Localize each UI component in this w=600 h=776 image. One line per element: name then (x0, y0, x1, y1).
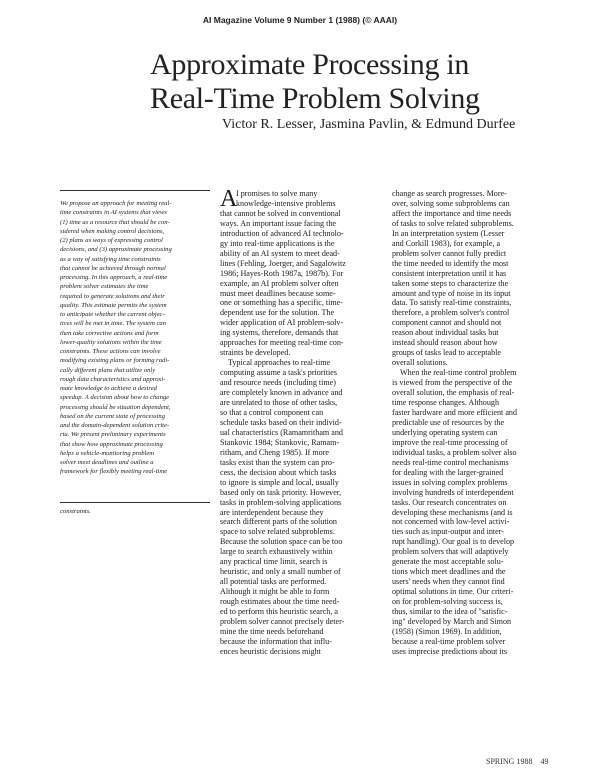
body-line: issues in solving complex problems (392, 477, 508, 487)
abstract-line: then take corrective actions and form (60, 329, 159, 337)
body-line: groups of tasks lead to acceptable (392, 348, 502, 358)
body-line: because the information that influ- (220, 636, 332, 646)
body-line: tasks in problem-solving applications (220, 497, 342, 507)
body-line: ways. An important issue facing the (220, 218, 336, 228)
abstract-line: problem solver estimates the time (60, 283, 149, 291)
abstract-line: quality. This estimate permits the system (60, 301, 167, 309)
body-line: overall solutions. (392, 358, 448, 368)
body-line: are interdependent because they (220, 507, 324, 517)
body-line: tions which meet deadlines and the (392, 567, 506, 577)
abstract-line: and the domain-dependent solution crite- (60, 422, 170, 429)
abstract-line: speedup. A decision about how to change (60, 394, 170, 402)
body-line: knowledge-intensive problems (236, 198, 336, 208)
body-line: ed to perform this heuristic search, a (220, 607, 338, 617)
body-line: any practical time limit, search is (220, 557, 328, 567)
footer-page-number: 49 (540, 757, 549, 766)
body-line: is viewed from the perspective of the (392, 378, 513, 388)
drop-cap: A (220, 189, 238, 209)
body-line: one or something has a specific, time- (220, 298, 343, 308)
body-line: affect the importance and time needs (392, 208, 512, 218)
body-line: tasks. Our research concentrates on (392, 497, 507, 507)
body-line: individual tasks, a problem solver also (392, 447, 517, 457)
body-line: are completely known in advance and (220, 388, 343, 398)
body-line: heuristic, and only a small number of (220, 567, 341, 577)
body-line: rupt handling). Our goal is to develop (392, 537, 515, 547)
body-line: amount and type of noise in its input (392, 288, 511, 298)
body-line: time response changes. Although (392, 398, 499, 408)
abstract-line: solver meet deadlines and outline a (60, 459, 154, 466)
body-line: ritham, and Cheng 1985). If more (220, 447, 330, 457)
body-line: search different parts of the solution (220, 517, 337, 527)
body-line: cess, the decision about which tasks (220, 467, 337, 477)
body-line: on for problem-solving success is, (392, 597, 503, 607)
abstract-line: time constraints in AI systems that views (60, 209, 167, 217)
body-line: gy into real-time applications is the (220, 238, 335, 248)
body-line: ing systems, therefore, demands that (220, 328, 339, 338)
article-title (150, 48, 590, 116)
body-line: mine the time needs beforehand (220, 626, 324, 636)
body-line: overall solution, the emphasis of real- (392, 388, 515, 398)
body-line: must meet deadlines because some- (220, 288, 336, 298)
body-line: predictable use of resources by the (392, 417, 505, 427)
journal-header: AI Magazine Volume 9 Number 1 (1988) (© AAAI) (202, 15, 398, 25)
abstract-line: (2) plans as ways of expressing control (60, 237, 163, 244)
body-line: consistent interpretation until it has (392, 268, 507, 278)
body-line: data. To satisfy real-time constraints, (392, 298, 512, 308)
body-line: needs real-time control mechanisms (392, 457, 509, 467)
body-line: developing these mechanisms (and is (392, 507, 513, 517)
abstract-line: modifying existing plans or forming radi- (60, 357, 170, 365)
abstract-line: lower-quality solutions within the time (60, 338, 162, 346)
body-line: Although it might be able to form (220, 587, 330, 597)
body-line: of tasks to solve related subproblems. (392, 218, 514, 228)
footer-season: SPRING 1988 (486, 757, 533, 766)
abstract-line: rough data characteristics and approxi- (60, 375, 166, 383)
body-line: dependent use for the solution. The (220, 308, 335, 318)
body-line: problem solvers that will adaptively (392, 547, 509, 557)
body-line: straints be developed. (220, 348, 291, 358)
body-line: introduction of advanced AI technolo- (220, 228, 344, 238)
body-line: uses imprecise predictions about its (392, 646, 508, 656)
body-line: all potential tasks are performed. (220, 577, 327, 587)
body-line: problem solver cannot precisely deter- (220, 616, 345, 626)
body-line: space to solve related subproblems. (220, 527, 335, 537)
body-line: reason about individual tasks but (392, 328, 499, 338)
body-line: problem solver cannot fully predict (392, 248, 507, 258)
body-line: over, solving some subproblems can (392, 198, 510, 208)
abstract-line: sidered when making control decisions, (60, 227, 165, 235)
body-line: improve the real-time processing of (392, 437, 508, 447)
body-line: component cannot and should not (392, 318, 502, 328)
abstract-line: (1) time as a resource that should be con- (60, 218, 170, 226)
body-line: ences heuristic decisions might (220, 646, 321, 656)
abstract (60, 199, 210, 477)
body-line: so that a control component can (220, 407, 324, 417)
body-line: faster hardware and more efficient and (392, 407, 518, 417)
body-line: not concerned with low-level activi- (392, 517, 510, 527)
body-line: (1958) (Simon 1969). In addition, (392, 626, 502, 636)
abstract-line: to anticipate whether the current objec- (60, 311, 165, 318)
body-line: Because the solution space can be too (220, 537, 343, 547)
body-line: taken some steps to characterize the (392, 278, 509, 288)
body-column-1 (220, 189, 385, 657)
body-line: the time needed to identify the most (392, 258, 509, 268)
body-line: because a real-time problem solver (392, 636, 506, 646)
body-line: In an interpretation system (Lesser (392, 228, 505, 238)
body-line: that cannot be solved in conventional (220, 208, 341, 218)
body-line: large to search exhaustively within (220, 547, 333, 557)
body-line: change as search progresses. More- (392, 189, 507, 198)
abstract-line: We propose an approach for meeting real- (60, 200, 172, 207)
body-line: example, an AI problem solver often (220, 278, 339, 288)
body-line: approaches for meeting real-time con- (220, 338, 344, 348)
body-line: based only on task priority. However, (220, 487, 342, 497)
body-line: thus, similar to the idea of "satisfic- (392, 607, 508, 617)
page-footer (480, 757, 580, 766)
abstract-rule-top (60, 190, 210, 191)
abstract-line: framework for flexibly meeting real-time (60, 468, 168, 476)
abstract-line: processing should be situation dependent, (60, 403, 171, 411)
body-line: optimal solutions in time. Our criteri- (392, 587, 514, 597)
body-line: involving hundreds of interdependent (392, 487, 514, 497)
abstract-tail: constraints. (60, 508, 91, 515)
body-line: underlying operating system can (392, 427, 498, 437)
body-line: ability of an AI system to meet dead- (220, 248, 340, 258)
article-authors: Victor R. Lesser, Jasmina Pavlin, & Edmund Durfee (222, 117, 516, 132)
body-line: When the real-time control problem (400, 368, 517, 378)
title-line: Approximate Processing in (150, 48, 470, 81)
abstract-rule-bottom (60, 502, 210, 503)
body-line: are unrelated to those of other tasks, (220, 398, 338, 408)
body-line: tasks exist than the system can pro- (220, 457, 335, 467)
abstract-line: tives will be met in time. The system can (60, 320, 167, 328)
abstract-line: mate knowledge to achieve a desired (60, 385, 157, 392)
body-line: therefore, a problem solver's control (392, 308, 510, 318)
body-line: I promises to solve many (236, 189, 318, 198)
body-line: and Corkill 1983), for example, a (392, 238, 501, 248)
abstract-line: ria. We present preliminary experiments (60, 431, 166, 439)
abstract-line: cally different plans that utilize only (60, 366, 156, 374)
body-line: Stankovic 1984; Stankovic, Ramam- (220, 437, 340, 447)
body-line: computing assume a task's priorities (220, 368, 337, 378)
body-line: generate the most acceptable solu- (392, 557, 504, 567)
abstract-line: that show how approximate processing (60, 440, 163, 448)
body-line: Typical approaches to real-time (228, 358, 331, 368)
abstract-line: constraints. These actions can involve (60, 348, 161, 355)
body-line: users' needs when they cannot find (392, 577, 505, 587)
dropcap-block (220, 189, 385, 209)
body-line: to ignore is simple and local, usually (220, 477, 339, 487)
title-line: Real-Time Problem Solving (150, 82, 480, 115)
body-line: instead should reason about how (392, 338, 498, 348)
body-line: lines (Fehling, Joerger, and Sagalowitz (220, 258, 346, 268)
abstract-line: that cannot be achieved through normal (60, 264, 166, 272)
abstract-line: based on the current state of processing (60, 412, 165, 420)
body-line: ual characteristics (Ramamritham and (220, 427, 343, 437)
body-line: ties such as input-output and inter- (392, 527, 505, 537)
body-column-2 (392, 189, 552, 657)
body-line: schedule tasks based on their individ- (220, 417, 342, 427)
abstract-line: helps a vehicle-monitoring problem (60, 449, 155, 457)
body-line: for dealing with the larger-grained (392, 467, 504, 477)
body-line: and resource needs (including time) (220, 378, 336, 388)
body-line: rough estimates about the time need- (220, 597, 340, 607)
body-line: wider application of AI problem-solv- (220, 318, 344, 328)
body-line: 1986; Hayes-Roth 1987a, 1987b). For (220, 268, 344, 278)
abstract-line: required to generate solutions and their (60, 292, 165, 300)
abstract-line: processing. In this approach, a real-time (60, 274, 168, 281)
body-line: ing" developed by March and Simon (392, 616, 512, 626)
abstract-line: decisions, and (3) approximate processing (60, 246, 172, 254)
abstract-line: as a way of satisfying time constraints (60, 255, 161, 263)
